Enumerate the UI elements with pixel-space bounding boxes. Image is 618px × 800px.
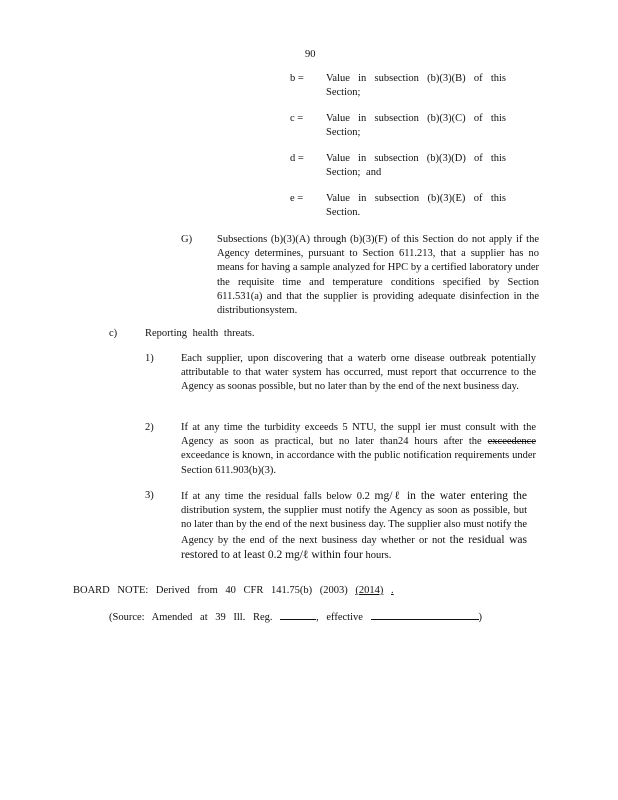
item-2-text-after: exceedance is known, in accordance with the public notification requirements under Section 611.903(b)(3). bbox=[181, 450, 536, 476]
source-suffix: ) bbox=[478, 612, 483, 623]
item-3-text bbox=[181, 489, 527, 563]
definition-text: Value in subsection (b)(3)(D) of this Section; and bbox=[326, 153, 506, 179]
board-note-suffix: . bbox=[390, 585, 394, 596]
item-3-label: 3) bbox=[145, 490, 154, 501]
item-g-label: G) bbox=[181, 234, 193, 245]
item-g-text: Subsections (b)(3)(A) through (b)(3)(F) of this Section do not apply if the Agency determines, pursuant to Section 611.213, that a supplier has no means for having a sample analyzed for HPC by a certified laboratory under the requisite time and temperature conditions specified by Section 611.531(a) and that the supplier is providing adequate disinfection in the distributionsystem. bbox=[217, 234, 539, 317]
item-3-text-d: the residual was restored to at least 0.2 mg/ℓ within four bbox=[181, 533, 527, 561]
source-prefix: (Source: Amended at 39 Ill. Reg. bbox=[109, 612, 273, 623]
board-note-year-underlined: (2014) bbox=[355, 585, 384, 596]
item-2-text bbox=[181, 421, 536, 478]
board-note bbox=[73, 584, 394, 598]
definition-label: c = bbox=[290, 113, 304, 124]
item-3-text-b: mg/ℓ in the water entering the bbox=[374, 490, 527, 502]
reg-page-blank bbox=[280, 610, 316, 620]
definition-text: Value in subsection (b)(3)(C) of this Section; bbox=[326, 113, 506, 139]
section-c-label: c) bbox=[109, 328, 118, 339]
section-c-heading: Reporting health threats. bbox=[145, 328, 255, 339]
board-note-prefix: BOARD NOTE: Derived from 40 CFR 141.75(b) (2003) bbox=[73, 585, 348, 596]
source-middle: , effective bbox=[316, 612, 363, 623]
item-3-text-e: hours. bbox=[365, 549, 392, 561]
source-line bbox=[109, 610, 482, 625]
item-3-text-c: distribution system, the supplier must notify the Agency as soon as possible, but no later than by the end of the next business day. The supplier also must notify the Agency by the end of the next business day whether or not bbox=[181, 505, 527, 546]
effective-date-blank bbox=[371, 610, 479, 620]
definition-text: Value in subsection (b)(3)(E) of this Section. bbox=[326, 193, 506, 219]
definition-text: Value in subsection (b)(3)(B) of this Section; bbox=[326, 73, 506, 99]
item-1-text: Each supplier, upon discovering that a waterb orne disease outbreak potentially attributable to that water system has occurred, must report that occurrence to the Agency as soonas possible, but no later than by the end of the next business day. bbox=[181, 353, 536, 393]
item-2-label: 2) bbox=[145, 422, 154, 433]
item-2-text-before: If at any time the turbidity exceeds 5 NTU, the suppl ier must consult with the Agency as soon as practical, but no later than24 hours after the bbox=[181, 422, 536, 448]
struck-word: exceedence bbox=[487, 436, 536, 448]
page-number: 90 bbox=[305, 49, 316, 60]
definition-label: d = bbox=[290, 153, 304, 164]
item-1-label: 1) bbox=[145, 353, 154, 364]
item-3-text-a: If at any time the residual falls below 0.2 bbox=[181, 491, 370, 502]
definition-label: b = bbox=[290, 73, 304, 84]
definition-label: e = bbox=[290, 193, 304, 204]
